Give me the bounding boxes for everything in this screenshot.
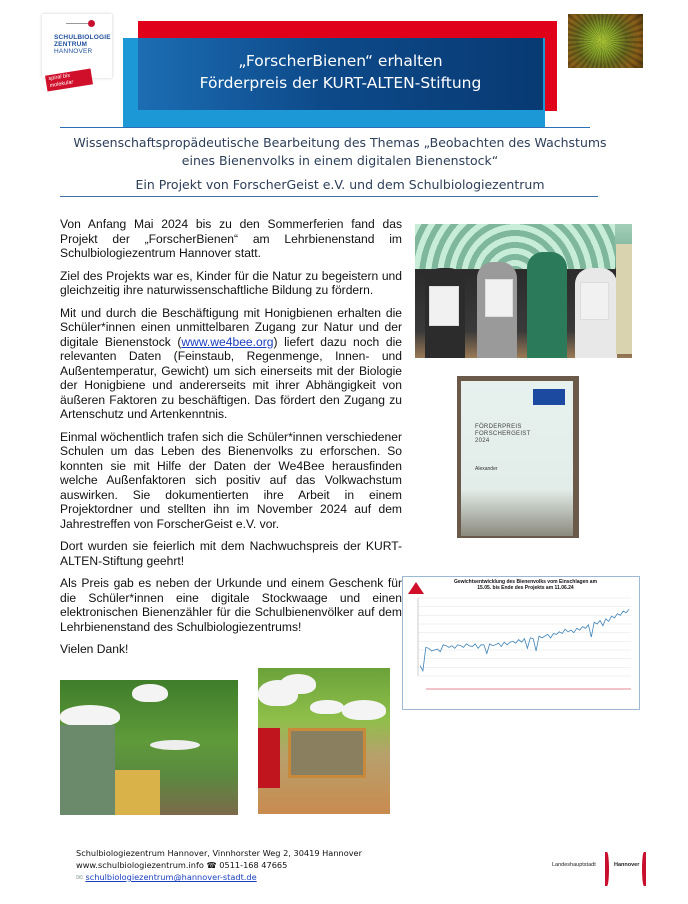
page-title [138, 50, 543, 94]
beekeeper-hat-4 [280, 674, 316, 694]
beehive [115, 770, 160, 815]
certificate-title-2: FORSCHERGEIST [475, 431, 531, 437]
article-body [60, 217, 402, 665]
project-credit: Ein Projekt von ForscherGeist e.V. und dem Schulbiologiezentrum [135, 177, 545, 192]
honeycomb-frame [288, 728, 366, 778]
logo-text-1: SCHULBIOLOGIE [54, 34, 111, 41]
city-logo-left: Landeshauptstadt [552, 862, 596, 868]
certificate-paper [461, 381, 573, 536]
certificate-title-1: FÖRDERPREIS [475, 424, 522, 430]
paragraph-6: Als Preis gab es neben der Urkunde und einem Geschenk für die Schüler*innen eine digitale Stockwaage und einen elektronischen Bienenzähler für die Schulbienenvölker auf dem Lehrbienenstand des Schulbiologiezentrums! [60, 576, 402, 634]
footer-web-phone [76, 859, 362, 871]
sunflower-image [568, 14, 643, 68]
certificate-title-3: 2024 [475, 438, 490, 444]
certificate-held-2 [485, 279, 513, 317]
title-line-2: Förderpreis der KURT-ALTEN-Stiftung [199, 74, 482, 92]
beekeeper-hat-5 [310, 700, 344, 714]
city-logo-right: Hannover [614, 862, 640, 868]
subtitle-rule [60, 196, 598, 197]
award-ceremony-photo [415, 224, 632, 358]
logo-dot [88, 20, 95, 27]
child-red-jacket [258, 728, 280, 788]
series-line-gewicht [420, 609, 629, 671]
logo-tagline: spiral bis molekular [45, 69, 93, 92]
subtitle-line-1: Wissenschaftspropädeutische Bearbeitung des Themas „Beobachten des Wachstums [73, 135, 607, 150]
header-rule [60, 127, 590, 128]
footer-email-link[interactable]: schulbiologiezentrum@hannover-stadt.de [85, 872, 257, 882]
footer-address: Schulbiologiezentrum Hannover, Vinnhorster Weg 2, 30419 Hannover [76, 848, 362, 858]
paragraph-7: Vielen Dank! [60, 642, 129, 656]
paragraph-2: Ziel des Projekts war es, Kinder für die Natur zu begeistern und gleichzeitig ihre naturwissenschaftliche Bildung zu fördern. [60, 268, 402, 297]
chart-title: Gewichtsentwicklung des Bienenvolks vom Einschlagen am 15.05. bis Ende des Projekts am 11.06.24 [453, 579, 598, 591]
title-line-1: „ForscherBienen“ erhalten [238, 52, 443, 70]
child-jacket [60, 725, 115, 815]
phone-icon: ☎ [206, 860, 217, 870]
paragraph-3-start: Mit und durch die Beschäftigung mit Honigbienen erhalten die Schüler*innen einen unmittelbaren Zugang zur Natur und der digitale Bienenstock ( [60, 305, 402, 349]
city-logo-bar-left [605, 852, 609, 886]
logo-text-3: HANNOVER [54, 48, 93, 55]
beekeeper-hat-2 [132, 684, 168, 702]
subtitle [60, 134, 620, 170]
teacher [527, 252, 567, 358]
logo-text-2: ZENTRUM [54, 41, 88, 48]
certificate-held-3 [580, 282, 609, 320]
beekeeping-photo-1 [60, 680, 238, 815]
chart-logo-triangle [408, 582, 424, 594]
beekeeping-photo-2 [258, 668, 390, 814]
mail-icon: ✉ [76, 872, 83, 882]
certificate-logo [533, 389, 565, 405]
weight-chart [406, 594, 636, 694]
footer-phone: 0511-168 47665 [219, 860, 288, 870]
we4bee-link[interactable]: www.we4bee.org [181, 334, 274, 349]
projection-screen [415, 224, 615, 269]
certificate-name: Alexander [475, 466, 498, 472]
paragraph-3 [60, 306, 402, 422]
beekeeper-hat-1 [60, 705, 120, 727]
paragraph-1: Von Anfang Mai 2024 bis zu den Sommerferien fand das Projekt der „ForscherBienen“ am Lehrbienenstand im Schulbiologiezentrum Hannover statt. [60, 217, 402, 260]
paragraph-4: Einmal wöchentlich trafen sich die Schüler*innen verschiedener Schulen um das Leben des Bienenvolks zu erforschen. So konnten sie mit Hilfe der Daten der We4Bee herausfinden welche Außenfaktoren sich positiv auf das Volkwachstum auswirken. Sie dokumentierten ihre Arbeit in einem Projektordner und stellten ihn im November 2024 auf dem Jahrestreffen von ForscherGeist e.V. vor. [60, 429, 402, 531]
footer-website[interactable]: www.schulbiologiezentrum.info [76, 860, 204, 870]
certificate-title [475, 424, 531, 445]
paragraph-3-end: ) liefert dazu noch die relevanten Daten (Feinstaub, Regenmenge, Innen- und Außentemperatur, Gewicht) um sich einerseits mit der Biologie der Honigbiene und andererseits mit ihrer Abhängigkeit von äußeren Faktoren zu beschäftigen. Das fördert den Zugang zu Artenschutz und Artenkenntnis. [60, 334, 402, 421]
schulbiologiezentrum-logo [42, 14, 112, 90]
paragraph-5: Dort wurden sie feierlich mit dem Nachwuchspreis der KURT-ALTEN-Stiftung geehrt! [60, 539, 402, 568]
subtitle-line-2: eines Bienenvolks in einem digitalen Bienenstock“ [181, 153, 499, 168]
footer-email-row [76, 871, 362, 883]
certificate-photo [457, 376, 579, 538]
footer-contact [76, 847, 362, 883]
bee-frame-tray [150, 740, 200, 750]
beekeeper-hat-6 [342, 700, 386, 720]
poster-stand [616, 244, 632, 354]
logo-line [66, 23, 88, 24]
certificate-held-1 [429, 286, 459, 326]
city-logo-bar-right [642, 852, 646, 886]
